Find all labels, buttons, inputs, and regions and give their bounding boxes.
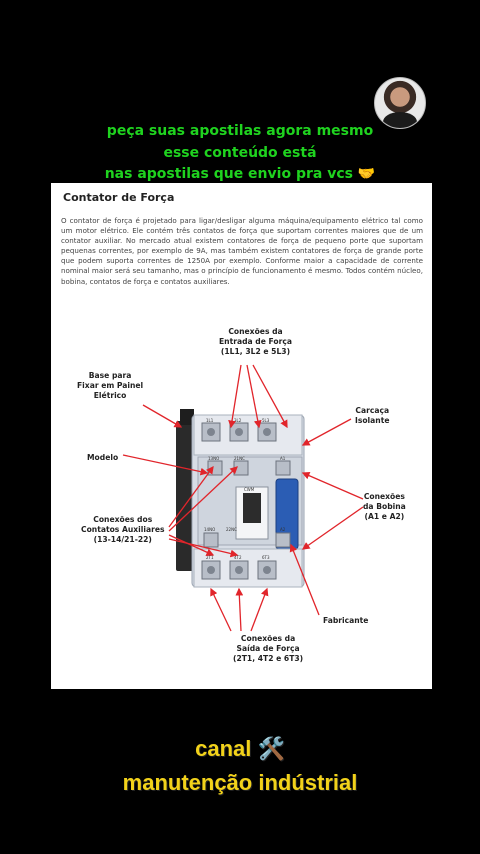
document-title: Contator de Força	[63, 191, 175, 204]
label-fabricante: Fabricante	[323, 616, 369, 625]
mark-5l3: 5L3	[262, 418, 270, 423]
mark-3l2: 3L2	[234, 418, 242, 423]
mark-13no: 13NO	[208, 456, 220, 461]
label-contatos-auxiliares: Conexões dos Contatos Auxiliares (13-14/21-22)	[81, 515, 165, 544]
callout-arrows	[51, 183, 432, 689]
mark-6t3: 6T3	[262, 555, 270, 560]
mark-a2: A2	[280, 527, 286, 532]
promo-line-1: peça suas apostilas agora mesmo	[106, 123, 374, 139]
profile-avatar[interactable]	[374, 77, 426, 129]
label-bobina: Conexões da Bobina (A1 e A2)	[363, 492, 406, 521]
label-modelo: Modelo	[87, 453, 119, 462]
channel-caption-line-2: manutenção indústrial	[122, 770, 358, 795]
label-carcaca: Carcaça Isolante	[355, 406, 390, 425]
label-entrada-forca: Conexões da Entrada de Força (1L1, 3L2 e 5L3)	[219, 327, 292, 356]
channel-caption-line-1: canal 🛠️	[195, 736, 285, 761]
document-body: O contator de força é projetado para ligar/desligar alguma máquina/equipamento elétrico tal como um motor elétrico. Ele contém três contatos de força que suportam correntes maiores que de um contator auxiliar. No mercado atual existem contatores de força de pequeno porte que suportam pequenas correntes, por exemplo de 9A, mas também existem contatores de força de grande porte que podem suporta correntes de 1250A por exemplo. Conforme maior a capacidade de corrente nominal maior será seu tamanho, mas o princípio de funcionamento é mesmo. Todos contém núcleo, bobina, contatos de força e contatos auxiliares.	[61, 216, 423, 286]
mark-a1: A1	[280, 456, 286, 461]
mark-21nc: 21NC	[234, 456, 245, 461]
mark-2t1: 2T1	[206, 555, 214, 560]
mark-1l1: 1L1	[206, 418, 214, 423]
label-saida-forca: Conexões da Saída de Força (2T1, 4T2 e 6T3)	[233, 634, 304, 663]
brand-logo: CWM	[244, 487, 255, 492]
mark-14no: 14NO	[204, 527, 216, 532]
mark-22nc: 22NC	[226, 527, 237, 532]
promo-line-2: esse conteúdo está	[163, 145, 317, 161]
promo-line-3: nas apostilas que envio pra vcs 🤝	[104, 166, 376, 182]
mark-4t2: 4T2	[234, 555, 242, 560]
label-base-fixar: Base para Fixar em Painel Elétrico	[77, 371, 144, 400]
document-page	[51, 183, 432, 689]
